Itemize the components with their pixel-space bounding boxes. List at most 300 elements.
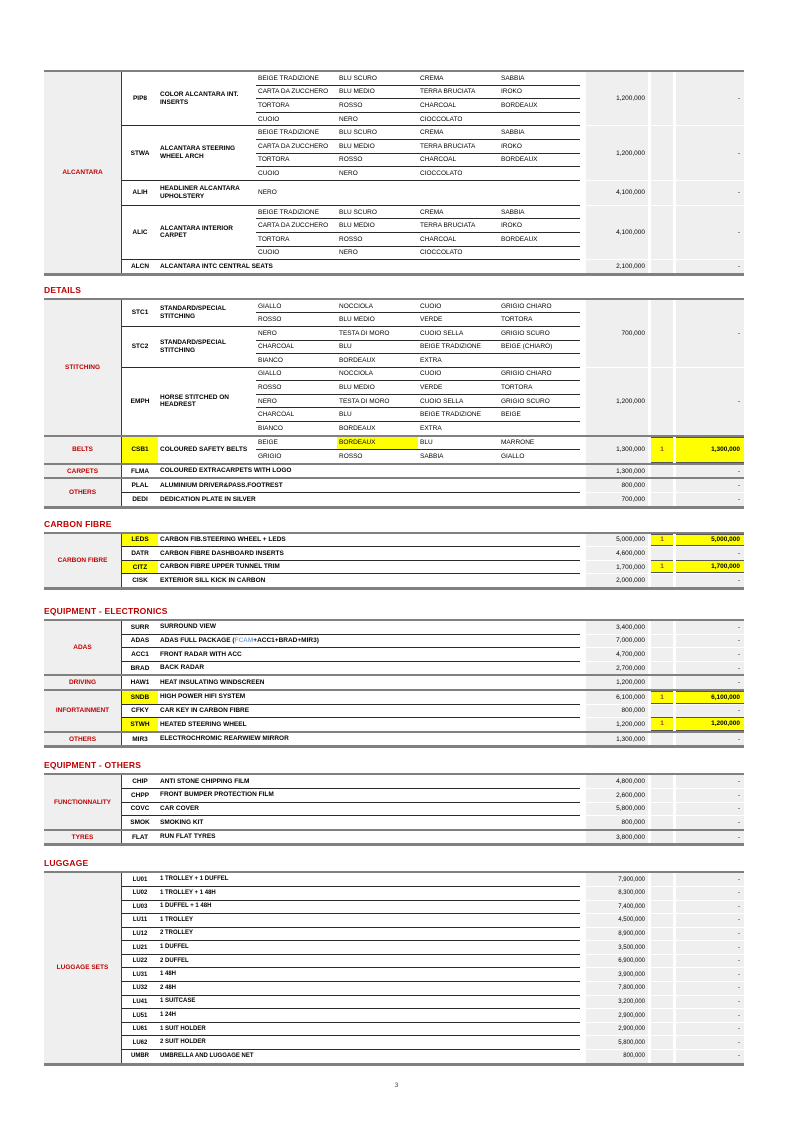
option-row bbox=[122, 1008, 744, 1022]
color-option: GIALLO bbox=[501, 453, 525, 461]
option-group bbox=[122, 676, 580, 689]
option-row-left bbox=[122, 492, 580, 506]
option-description: 1 DUFFEL bbox=[160, 944, 189, 951]
color-option: CHARCOAL bbox=[420, 235, 457, 243]
option-description: 1 DUFFEL + 1 48H bbox=[160, 903, 212, 910]
total-cell: - bbox=[676, 954, 744, 968]
color-option: BLU MEDIO bbox=[339, 316, 375, 324]
total-cell: - bbox=[676, 831, 744, 844]
unit-price: 2,700,000 bbox=[586, 661, 648, 675]
color-option: BEIGE TRADIZIONE bbox=[258, 129, 319, 137]
quantity-cell bbox=[651, 788, 673, 802]
total-cell: - bbox=[676, 367, 744, 435]
quantity-cell bbox=[651, 1035, 673, 1049]
option-row-left bbox=[122, 479, 580, 492]
category-block bbox=[44, 775, 744, 828]
unit-price: 5,000,000 bbox=[586, 534, 648, 547]
quantity-cell bbox=[651, 205, 673, 259]
color-option-row bbox=[256, 380, 580, 394]
color-option: IROKO bbox=[501, 222, 522, 230]
color-option: EXTRA bbox=[420, 356, 442, 364]
color-option-row bbox=[256, 218, 580, 232]
quantity-cell bbox=[651, 995, 673, 1009]
option-row bbox=[122, 981, 744, 995]
section-table bbox=[44, 70, 744, 276]
option-description: HIGH POWER HIFI SYSTEM bbox=[160, 693, 246, 701]
quantity-cell bbox=[651, 367, 673, 435]
section-table bbox=[44, 773, 744, 846]
category-block bbox=[44, 829, 744, 844]
option-group bbox=[122, 914, 580, 927]
color-option bbox=[499, 247, 580, 260]
color-option: BEIGE (CHIARO) bbox=[501, 343, 553, 351]
option-row bbox=[122, 300, 744, 367]
option-row bbox=[122, 954, 744, 968]
total-cell: - bbox=[676, 886, 744, 900]
unit-price: 4,100,000 bbox=[586, 205, 648, 259]
color-option: CUOIO bbox=[258, 169, 280, 177]
option-row-left bbox=[122, 981, 580, 995]
color-option: NOCCIOLA bbox=[339, 370, 373, 378]
option-row bbox=[122, 873, 744, 886]
option-row-left bbox=[122, 180, 580, 205]
unit-price: 2,000,000 bbox=[586, 573, 648, 587]
quantity-cell bbox=[651, 661, 673, 675]
quantity-cell bbox=[651, 775, 673, 788]
color-option: TORTORA bbox=[501, 384, 533, 392]
color-option: NERO bbox=[258, 397, 277, 405]
option-code: LU01 bbox=[132, 876, 148, 883]
option-code: LU41 bbox=[132, 998, 148, 1005]
option-row bbox=[122, 465, 744, 478]
color-options bbox=[256, 181, 580, 205]
option-description bbox=[158, 635, 580, 648]
option-row-left bbox=[122, 661, 580, 675]
color-option: BIANCO bbox=[258, 424, 283, 432]
color-option: CUOIO SELLA bbox=[420, 397, 464, 405]
unit-price: 8,300,000 bbox=[586, 886, 648, 900]
option-row-left bbox=[122, 733, 580, 746]
option-group bbox=[122, 982, 580, 995]
option-code: FLAT bbox=[131, 833, 149, 841]
total-cell: - bbox=[676, 900, 744, 914]
option-group bbox=[122, 775, 580, 788]
color-option-row bbox=[256, 85, 580, 99]
option-row-left bbox=[122, 546, 580, 560]
quantity-cell bbox=[651, 180, 673, 205]
option-row bbox=[122, 704, 744, 718]
total-cell: - bbox=[676, 205, 744, 259]
total-cell: - bbox=[676, 1022, 744, 1036]
option-group bbox=[122, 816, 580, 829]
color-option: SABBIA bbox=[501, 74, 525, 82]
color-option: BORDEAUX bbox=[501, 101, 538, 109]
section bbox=[44, 858, 744, 1065]
category-label: OTHERS bbox=[44, 479, 122, 505]
category-rows bbox=[122, 676, 744, 689]
option-row bbox=[122, 717, 744, 731]
color-option: CIOCCOLATO bbox=[420, 169, 463, 177]
option-code: CFKY bbox=[131, 707, 149, 715]
total-cell: - bbox=[676, 995, 744, 1009]
color-option-row bbox=[256, 126, 580, 139]
category-rows bbox=[122, 534, 744, 587]
unit-price: 800,000 bbox=[586, 704, 648, 718]
option-row bbox=[122, 1035, 744, 1049]
total-cell: - bbox=[676, 788, 744, 802]
option-row bbox=[122, 691, 744, 704]
color-option: VERDE bbox=[420, 384, 443, 392]
option-description: COLOR ALCANTARA INT. INSERTS bbox=[160, 91, 239, 106]
total-cell: - bbox=[676, 479, 744, 492]
total-cell: - bbox=[676, 492, 744, 506]
category-rows bbox=[122, 621, 744, 674]
option-group bbox=[122, 465, 580, 478]
color-option bbox=[499, 113, 580, 126]
option-code: ADAS bbox=[130, 637, 150, 645]
quantity-cell bbox=[651, 300, 673, 367]
option-row-left bbox=[122, 367, 580, 435]
category-rows bbox=[122, 437, 744, 463]
quantity-cell bbox=[651, 1008, 673, 1022]
color-option: ROSSO bbox=[339, 235, 363, 243]
category-label: ALCANTARA bbox=[44, 72, 122, 273]
option-row bbox=[122, 831, 744, 844]
quantity-cell bbox=[651, 704, 673, 718]
category-block bbox=[44, 300, 744, 435]
quantity-cell bbox=[651, 1049, 673, 1063]
option-code: STWH bbox=[122, 718, 158, 731]
total-cell: - bbox=[676, 661, 744, 675]
category-rows bbox=[122, 300, 744, 435]
color-options bbox=[256, 72, 580, 125]
total-cell: - bbox=[676, 634, 744, 648]
color-option: BLU MEDIO bbox=[339, 88, 375, 96]
color-option: NERO bbox=[339, 169, 358, 177]
option-row-left bbox=[122, 1008, 580, 1022]
option-group bbox=[122, 1036, 580, 1049]
color-option-row bbox=[256, 312, 580, 326]
unit-price: 1,300,000 bbox=[586, 465, 648, 478]
unit-price: 2,100,000 bbox=[586, 259, 648, 273]
color-option: CARTA DA ZUCCHERO bbox=[258, 222, 329, 230]
option-code: ALIH bbox=[132, 189, 148, 197]
total-cell: - bbox=[676, 733, 744, 746]
color-option: BLU bbox=[339, 343, 352, 351]
option-description: STANDARD/SPECIAL STITCHING bbox=[160, 339, 226, 354]
color-option: IROKO bbox=[501, 88, 522, 96]
category-block bbox=[44, 477, 744, 505]
option-group bbox=[122, 968, 580, 981]
unit-price: 7,400,000 bbox=[586, 900, 648, 914]
quantity-cell bbox=[651, 492, 673, 506]
color-option: CUOIO bbox=[420, 302, 442, 310]
quantity-cell bbox=[651, 927, 673, 941]
color-option: CIOCCOLATO bbox=[420, 249, 463, 257]
option-group bbox=[122, 1009, 580, 1022]
total-cell: 1,300,000 bbox=[676, 437, 744, 463]
color-option-row bbox=[256, 246, 580, 260]
color-option bbox=[499, 354, 580, 367]
category-rows bbox=[122, 775, 744, 828]
category-label: CARBON FIBRE bbox=[44, 534, 122, 587]
option-row-left bbox=[122, 873, 580, 886]
option-row-left bbox=[122, 995, 580, 1009]
option-description: ALCANTARA STEERING WHEEL ARCH bbox=[160, 145, 236, 161]
unit-price: 5,800,000 bbox=[586, 802, 648, 816]
section-heading: EQUIPMENT - OTHERS bbox=[44, 760, 142, 771]
quantity-cell bbox=[651, 940, 673, 954]
color-option: TORTORA bbox=[258, 235, 290, 243]
color-option: SABBIA bbox=[420, 453, 444, 461]
unit-price: 1,200,000 bbox=[586, 676, 648, 689]
category-block bbox=[44, 435, 744, 463]
option-code: LU03 bbox=[132, 903, 148, 910]
unit-price: 3,200,000 bbox=[586, 995, 648, 1009]
unit-price: 3,500,000 bbox=[586, 940, 648, 954]
section-table bbox=[44, 298, 744, 509]
option-description: 1 SUITCASE bbox=[160, 998, 196, 1005]
option-row-left bbox=[122, 802, 580, 816]
option-description: CAR KEY IN CARBON FIBRE bbox=[160, 707, 250, 715]
color-option-row bbox=[256, 394, 580, 408]
quantity-cell bbox=[651, 1022, 673, 1036]
total-cell: - bbox=[676, 300, 744, 367]
option-row bbox=[122, 967, 744, 981]
option-code: COVC bbox=[130, 805, 150, 813]
total-cell: 5,000,000 bbox=[676, 534, 744, 547]
quantity-cell bbox=[651, 802, 673, 816]
color-option: CARTA DA ZUCCHERO bbox=[258, 88, 329, 96]
category-label: OTHERS bbox=[44, 733, 122, 746]
option-group bbox=[122, 648, 580, 661]
quantity-cell bbox=[651, 573, 673, 587]
quantity-cell bbox=[651, 634, 673, 648]
option-group bbox=[122, 300, 580, 326]
color-option-row bbox=[256, 421, 580, 435]
quantity-cell bbox=[651, 967, 673, 981]
color-option: ROSSO bbox=[339, 101, 363, 109]
color-option bbox=[418, 181, 499, 205]
color-option bbox=[499, 422, 580, 435]
color-option: CARTA DA ZUCCHERO bbox=[258, 142, 329, 150]
color-option: GRIGIO CHIARO bbox=[501, 302, 552, 310]
color-option: BLU SCURO bbox=[339, 129, 377, 137]
option-group bbox=[122, 1023, 580, 1036]
option-row bbox=[122, 437, 744, 463]
option-code: ALIC bbox=[132, 228, 148, 236]
description-text: ADAS FULL PACKAGE ( bbox=[160, 637, 235, 645]
option-row-left bbox=[122, 913, 580, 927]
option-row bbox=[122, 913, 744, 927]
quantity-cell: 1 bbox=[651, 691, 673, 704]
color-option: BLU MEDIO bbox=[339, 222, 375, 230]
color-option: CIOCCOLATO bbox=[420, 115, 463, 123]
option-description: COLOURED SAFETY BELTS bbox=[160, 445, 248, 453]
total-cell: - bbox=[676, 259, 744, 273]
option-code: CITZ bbox=[122, 561, 158, 574]
option-row-left bbox=[122, 300, 580, 367]
option-group bbox=[122, 789, 580, 802]
unit-price: 6,100,000 bbox=[586, 691, 648, 704]
category-block bbox=[44, 731, 744, 746]
option-group bbox=[122, 955, 580, 968]
option-description: HORSE STITCHED ON HEADREST bbox=[160, 393, 229, 409]
color-option: BEIGE TRADIZIONE bbox=[420, 411, 481, 419]
section bbox=[44, 519, 744, 590]
category-label: FUNCTIONNALITY bbox=[44, 775, 122, 828]
color-option: BORDEAUX bbox=[337, 437, 418, 450]
option-description: CARBON FIBRE UPPER TUNNEL TRIM bbox=[160, 563, 280, 571]
color-option: BEIGE bbox=[258, 439, 278, 447]
color-options bbox=[256, 300, 580, 326]
option-code: ACC1 bbox=[131, 650, 149, 658]
unit-price: 1,200,000 bbox=[586, 125, 648, 179]
total-cell: - bbox=[676, 1008, 744, 1022]
quantity-cell bbox=[651, 900, 673, 914]
quantity-cell bbox=[651, 125, 673, 179]
total-cell: 1,200,000 bbox=[676, 717, 744, 731]
option-row-left bbox=[122, 465, 580, 478]
total-cell: - bbox=[676, 180, 744, 205]
color-option-row bbox=[256, 300, 580, 313]
option-group bbox=[122, 691, 580, 704]
total-cell: - bbox=[676, 676, 744, 689]
unit-price: 2,600,000 bbox=[586, 788, 648, 802]
total-cell: - bbox=[676, 546, 744, 560]
category-block bbox=[44, 621, 744, 674]
color-option-row bbox=[256, 153, 580, 167]
option-group bbox=[122, 561, 580, 574]
category-label: DRIVING bbox=[44, 676, 122, 689]
option-description: 2 DUFFEL bbox=[160, 957, 189, 964]
quantity-cell bbox=[651, 259, 673, 273]
option-row bbox=[122, 621, 744, 634]
option-description: DEDICATION PLATE IN SILVER bbox=[160, 495, 256, 503]
option-group bbox=[122, 260, 580, 273]
option-code: DEDI bbox=[132, 495, 148, 503]
option-code: SURR bbox=[130, 623, 150, 631]
option-row-left bbox=[122, 259, 580, 273]
option-row bbox=[122, 1049, 744, 1063]
color-option: ROSSO bbox=[258, 384, 282, 392]
quantity-cell bbox=[651, 815, 673, 829]
color-option-row bbox=[256, 353, 580, 367]
color-option: CHARCOAL bbox=[420, 101, 457, 109]
option-code: HAW1 bbox=[130, 679, 150, 687]
unit-price: 1,300,000 bbox=[586, 437, 648, 463]
color-option: NERO bbox=[339, 115, 358, 123]
color-option: GRIGIO SCURO bbox=[501, 397, 550, 405]
color-option: NERO bbox=[339, 249, 358, 257]
option-description: HEATED STEERING WHEEL bbox=[160, 720, 247, 728]
color-options bbox=[256, 327, 580, 367]
unit-price: 1,200,000 bbox=[586, 367, 648, 435]
quantity-cell: 1 bbox=[651, 560, 673, 574]
option-code: LEDS bbox=[122, 534, 158, 547]
option-row bbox=[122, 205, 744, 259]
option-group bbox=[122, 534, 580, 547]
color-option-row bbox=[256, 72, 580, 85]
color-options bbox=[256, 368, 580, 435]
unit-price: 4,500,000 bbox=[586, 913, 648, 927]
quantity-cell bbox=[651, 465, 673, 478]
unit-price: 5,800,000 bbox=[586, 1035, 648, 1049]
option-description: BACK RADAR bbox=[160, 664, 205, 672]
option-group bbox=[122, 368, 580, 435]
option-description: UMBRELLA AND LUGGAGE NET bbox=[160, 1052, 254, 1059]
option-code: LU02 bbox=[132, 890, 148, 897]
color-option-row bbox=[256, 449, 580, 463]
color-option bbox=[499, 181, 580, 205]
total-cell: 1,700,000 bbox=[676, 560, 744, 574]
option-group bbox=[122, 181, 580, 205]
color-option: ROSSO bbox=[339, 453, 363, 461]
option-row bbox=[122, 940, 744, 954]
option-code: LU61 bbox=[132, 1026, 148, 1033]
unit-price: 3,400,000 bbox=[586, 621, 648, 634]
option-row bbox=[122, 815, 744, 829]
option-description: ALCANTARA INTERIOR CARPET bbox=[160, 224, 233, 240]
option-code: SNDB bbox=[122, 691, 158, 704]
quantity-cell bbox=[651, 913, 673, 927]
category-label: BELTS bbox=[44, 437, 122, 463]
unit-price: 3,800,000 bbox=[586, 831, 648, 844]
option-row-left bbox=[122, 621, 580, 634]
option-description: FRONT RADAR WITH ACC bbox=[160, 650, 242, 658]
option-code: ALCN bbox=[130, 262, 150, 270]
option-description: HEADLINER ALCANTARA UPHOLSTERY bbox=[160, 185, 240, 200]
color-option: BORDEAUX bbox=[339, 424, 376, 432]
option-row-left bbox=[122, 927, 580, 941]
total-cell: 6,100,000 bbox=[676, 691, 744, 704]
option-code: BRAD bbox=[130, 664, 150, 672]
option-row-left bbox=[122, 560, 580, 574]
option-row-left bbox=[122, 205, 580, 259]
option-row-left bbox=[122, 717, 580, 731]
option-row bbox=[122, 534, 744, 547]
section-heading: LUGGAGE bbox=[44, 858, 89, 869]
color-option: CUOIO bbox=[258, 115, 280, 123]
option-row-left bbox=[122, 788, 580, 802]
unit-price: 4,800,000 bbox=[586, 775, 648, 788]
color-option: GRIGIO bbox=[258, 453, 282, 461]
color-option: BEIGE TRADIZIONE bbox=[258, 208, 319, 216]
option-row bbox=[122, 661, 744, 675]
option-code: LU51 bbox=[132, 1012, 148, 1019]
section bbox=[44, 70, 744, 276]
category-rows bbox=[122, 873, 744, 1062]
color-option: TORTORA bbox=[258, 156, 290, 164]
unit-price: 2,900,000 bbox=[586, 1008, 648, 1022]
total-cell: - bbox=[676, 802, 744, 816]
quantity-cell bbox=[651, 831, 673, 844]
option-description: 2 48H bbox=[160, 984, 177, 991]
option-row bbox=[122, 788, 744, 802]
option-group bbox=[122, 1050, 580, 1063]
quantity-cell: 1 bbox=[651, 437, 673, 463]
color-option: TERRA BRUCIATA bbox=[420, 222, 476, 230]
option-row bbox=[122, 573, 744, 587]
option-group bbox=[122, 493, 580, 506]
option-code: LU12 bbox=[132, 930, 148, 937]
color-option: BLU SCURO bbox=[339, 208, 377, 216]
option-group bbox=[122, 437, 580, 463]
total-cell: - bbox=[676, 775, 744, 788]
total-cell: - bbox=[676, 981, 744, 995]
unit-price: 700,000 bbox=[586, 492, 648, 506]
option-row-left bbox=[122, 1049, 580, 1063]
